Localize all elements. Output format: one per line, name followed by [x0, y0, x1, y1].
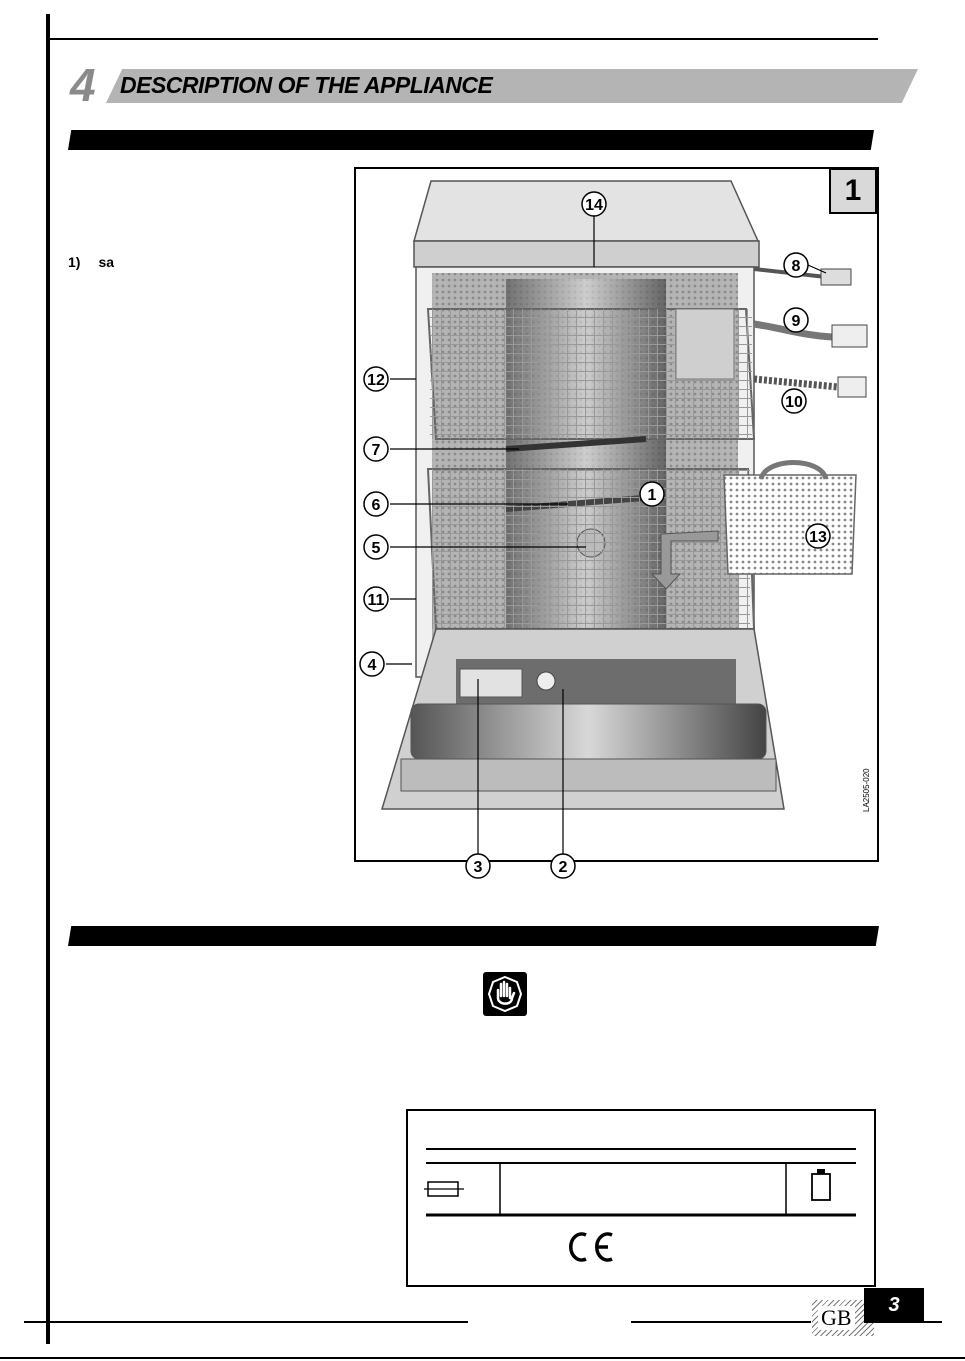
bottom-rule: [24, 1321, 468, 1323]
callout-6: [364, 492, 388, 516]
ce-mark-icon: [571, 1234, 612, 1260]
footnote: [68, 254, 114, 270]
section-bar-bottom: [68, 926, 879, 946]
callout-9: [784, 308, 808, 332]
callout-3: [466, 854, 490, 878]
left-margin-rule: [46, 14, 50, 1344]
country-code: GB: [818, 1306, 855, 1330]
callout-13: [806, 524, 830, 548]
callout-12: [364, 367, 388, 391]
callout-11: [364, 587, 388, 611]
callout-4: [360, 652, 384, 676]
bottom-rule-right: [631, 1321, 811, 1323]
dishwasher-illustration: [356, 169, 877, 876]
svg-text:8: 8: [791, 258, 801, 275]
svg-text:5: 5: [371, 540, 381, 557]
footnote-marker: 1): [68, 254, 81, 270]
figure-code: LA2505-020: [862, 768, 871, 812]
chapter-number: 4: [70, 59, 94, 111]
svg-text:2: 2: [558, 859, 568, 876]
svg-text:3: 3: [473, 859, 483, 876]
callout-14: [582, 192, 606, 216]
callout-7: [364, 437, 388, 461]
battery-icon: [812, 1169, 830, 1200]
svg-text:12: 12: [367, 372, 385, 389]
rating-plate: [406, 1109, 876, 1287]
svg-text:13: 13: [809, 529, 827, 546]
svg-text:11: 11: [367, 592, 385, 609]
svg-text:14: 14: [585, 197, 603, 214]
callout-1: [640, 482, 664, 506]
svg-text:4: 4: [367, 657, 377, 674]
section-bar-top: [68, 130, 874, 150]
footer-line: [0, 1357, 965, 1359]
svg-text:9: 9: [791, 313, 801, 330]
callout-2: [551, 854, 575, 878]
svg-text:1: 1: [647, 487, 657, 504]
svg-text:7: 7: [371, 442, 381, 459]
top-rule: [50, 38, 878, 40]
warning-hand-icon: [483, 972, 527, 1016]
svg-text:10: 10: [785, 394, 803, 411]
callout-10: [782, 389, 806, 413]
chapter-title: DESCRIPTION OF THE APPLIANCE: [120, 72, 493, 98]
page-number: 3: [864, 1288, 924, 1323]
footnote-text: sa: [98, 254, 115, 270]
callout-5: [364, 535, 388, 559]
figure-number-badge: 1: [829, 168, 877, 214]
fuse-icon: [424, 1182, 464, 1196]
appliance-figure: [354, 167, 879, 876]
svg-text:6: 6: [371, 497, 381, 514]
callout-8: [784, 253, 808, 277]
